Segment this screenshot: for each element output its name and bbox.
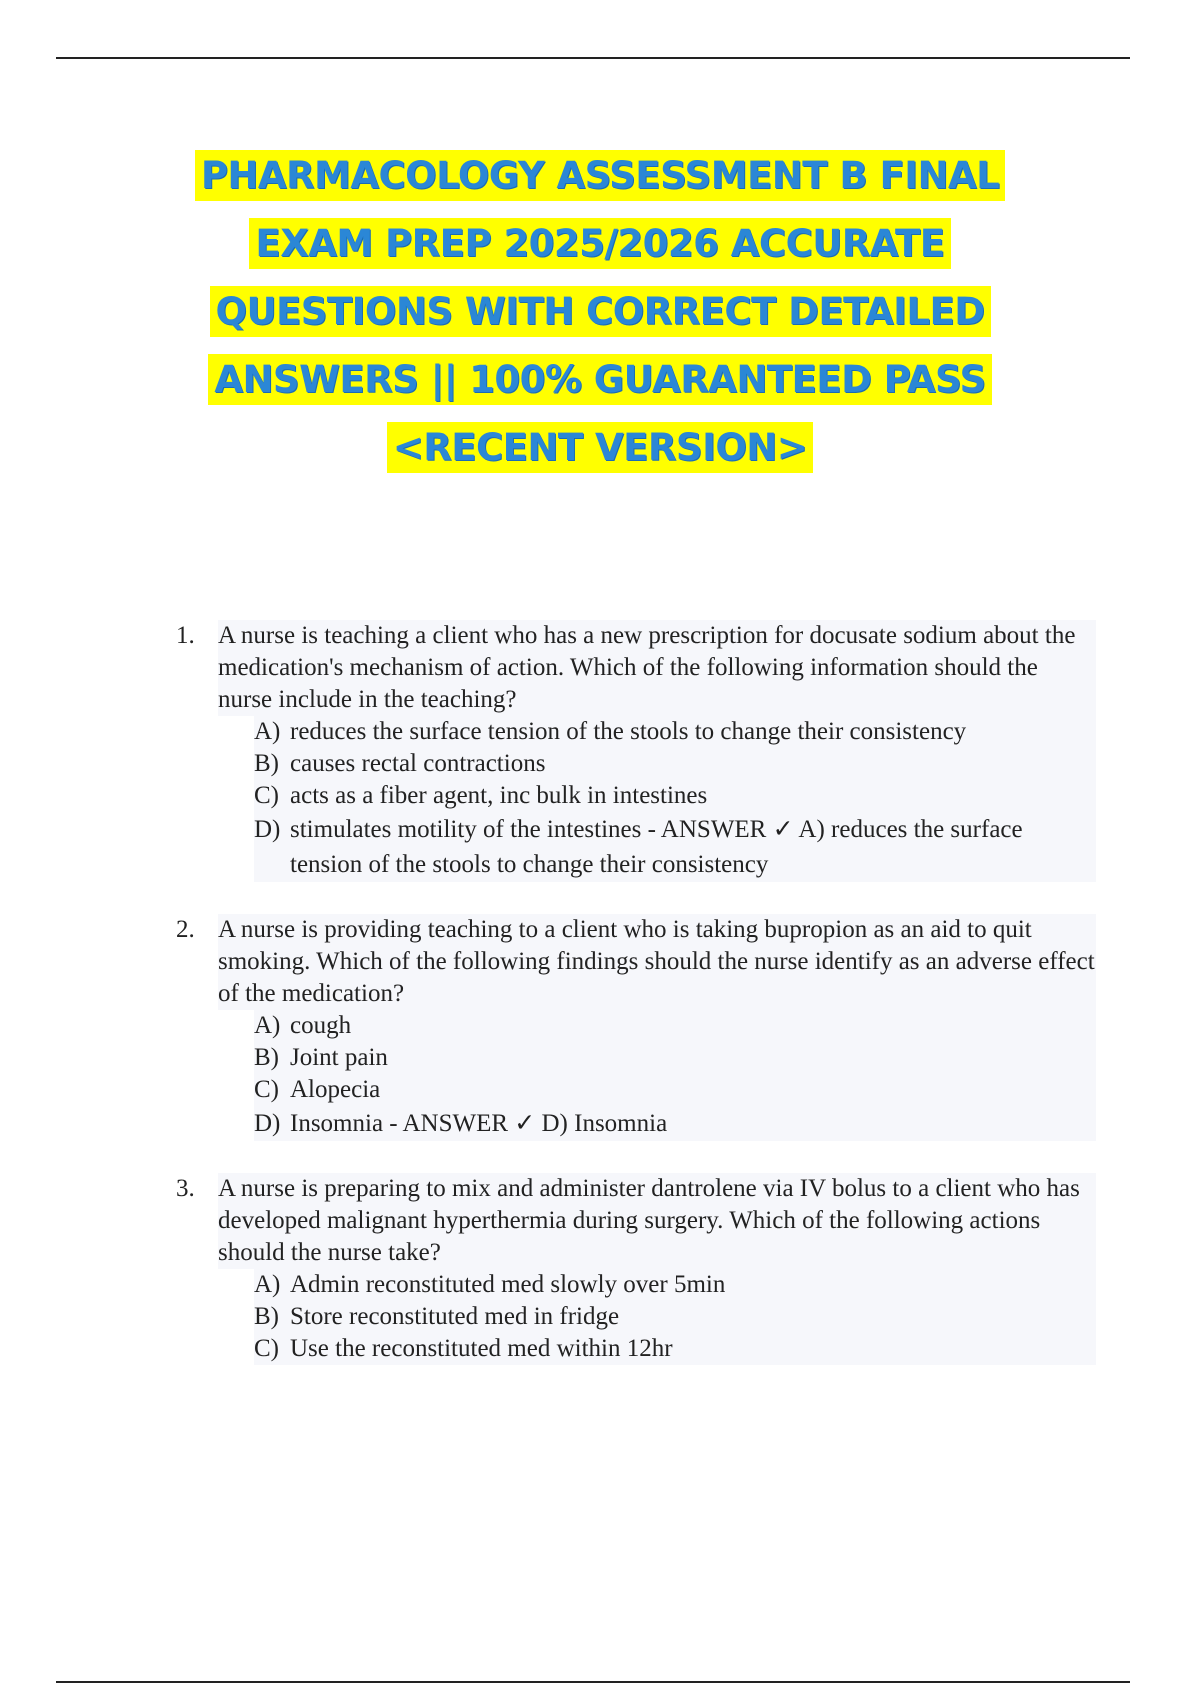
option-label: C)	[254, 1076, 279, 1103]
question-3	[176, 1173, 1096, 1365]
option-list	[218, 1269, 1096, 1365]
option-text: reduces the surface tension of the stools to change their consistency	[290, 718, 967, 745]
option-text: causes rectal contractions	[290, 750, 546, 777]
header-rule	[56, 57, 1130, 59]
option-d	[254, 1106, 1096, 1141]
question-number: 1.	[176, 622, 195, 649]
question-list	[176, 620, 1096, 1397]
option-a	[254, 716, 1096, 748]
option-label: A)	[254, 1271, 281, 1298]
option-label: D)	[254, 1110, 281, 1137]
option-label: B)	[254, 750, 279, 777]
option-c	[254, 780, 1096, 812]
option-label: A)	[254, 718, 281, 745]
option-c	[254, 1074, 1096, 1106]
option-text: Alopecia	[290, 1076, 381, 1103]
option-d	[254, 812, 1096, 882]
question-text: A nurse is providing teaching to a client who is taking bupropion as an aid to quit smoking. Which of the following findings should the nurse identify as an adverse effect of the medication?	[218, 914, 1096, 1010]
option-text: acts as a fiber agent, inc bulk in intestines	[290, 782, 708, 809]
option-label: C)	[254, 782, 279, 809]
option-b	[254, 748, 1096, 780]
option-text: Joint pain	[290, 1044, 388, 1071]
option-a	[254, 1010, 1096, 1042]
document-title	[150, 142, 1050, 482]
option-c	[254, 1333, 1096, 1365]
option-list	[218, 716, 1096, 882]
option-label: C)	[254, 1335, 279, 1362]
option-label: D)	[254, 816, 281, 843]
question-number: 2.	[176, 916, 195, 943]
option-list	[218, 1010, 1096, 1141]
question-number: 3.	[176, 1175, 195, 1202]
option-text: Admin reconstituted med slowly over 5min	[290, 1271, 726, 1298]
title-line: ANSWERS || 100% GUARANTEED PASS	[208, 354, 991, 405]
question-2	[176, 914, 1096, 1141]
title-line: QUESTIONS WITH CORRECT DETAILED	[210, 286, 991, 337]
option-text: Use the reconstituted med within 12hr	[290, 1335, 673, 1362]
option-text: stimulates motility of the intestines - ANSWER ✓ A) reduces the surface tension of the stools to change their consistency	[290, 816, 1023, 878]
question-1	[176, 620, 1096, 882]
option-text: Store reconstituted med in fridge	[290, 1303, 620, 1330]
option-b	[254, 1042, 1096, 1074]
option-a	[254, 1269, 1096, 1301]
option-b	[254, 1301, 1096, 1333]
option-text: cough	[290, 1012, 352, 1039]
option-label: B)	[254, 1303, 279, 1330]
option-label: A)	[254, 1012, 281, 1039]
title-line: <RECENT VERSION>	[387, 422, 814, 473]
question-text: A nurse is preparing to mix and administer dantrolene via IV bolus to a client who has developed malignant hyperthermia during surgery. Which of the following actions should the nurse take?	[218, 1173, 1096, 1269]
option-text: Insomnia - ANSWER ✓ D) Insomnia	[290, 1110, 668, 1137]
title-line: PHARMACOLOGY ASSESSMENT B FINAL	[195, 150, 1005, 201]
question-text: A nurse is teaching a client who has a new prescription for docusate sodium about the medication's mechanism of action. Which of the following information should the nurse include in the teaching?	[218, 620, 1096, 716]
footer-rule	[56, 1681, 1130, 1683]
title-line: EXAM PREP 2025/2026 ACCURATE	[249, 218, 950, 269]
option-label: B)	[254, 1044, 279, 1071]
